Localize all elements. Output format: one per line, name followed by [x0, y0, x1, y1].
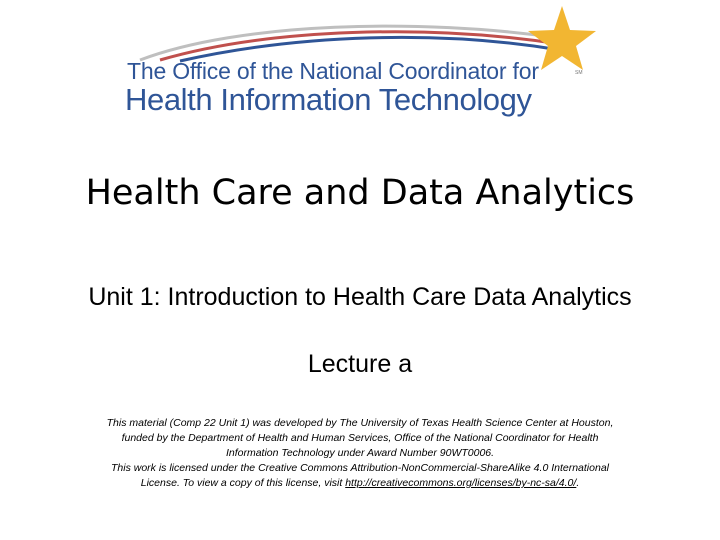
logo-line1: The Office of the National Coordinator for — [127, 58, 539, 84]
swoosh-red — [160, 32, 560, 60]
onc-logo — [120, 4, 600, 120]
license-link[interactable]: http://creativecommons.org/licenses/by-nc-sa/4.0/ — [345, 477, 577, 489]
footer-line5 — [60, 476, 660, 491]
footer-line4: This work is licensed under the Creative Commons Attribution-NonCommercial-ShareAlike 4.0 International — [111, 462, 609, 474]
footer-line3: Information Technology under Award Number 90WT0006. — [225, 447, 495, 459]
footer-line5-prefix: License. To view a copy of this license, visit — [140, 477, 346, 489]
license-footer — [60, 416, 660, 491]
footer-line2: funded by the Department of Health and Human Services, Office of the National Coordinator for Health — [121, 432, 599, 444]
logo-line2: Health Information Technology — [125, 82, 532, 117]
service-mark: SM — [575, 70, 583, 76]
lecture-label: Lecture a — [307, 350, 413, 378]
unit-subtitle: Unit 1: Introduction to Health Care Data Analytics — [88, 283, 632, 311]
footer-line5-suffix: . — [576, 477, 580, 489]
footer-line1: This material (Comp 22 Unit 1) was developed by The University of Texas Health Science Center at Houston, — [106, 417, 614, 429]
page-title: Health Care and Data Analytics — [85, 173, 635, 213]
